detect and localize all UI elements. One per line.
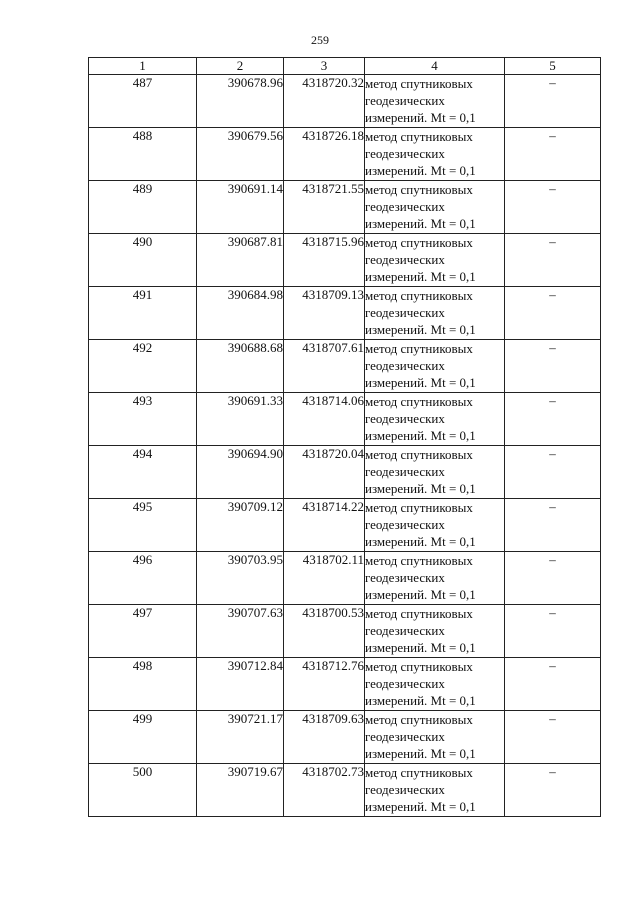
method-cell bbox=[365, 287, 505, 340]
column-5-cell: – bbox=[505, 446, 601, 499]
method-line: геодезических bbox=[365, 146, 445, 161]
method-line: геодезических bbox=[365, 570, 445, 585]
method-line: измерений. Mt = 0,1 bbox=[365, 375, 476, 390]
method-line: метод спутниковых bbox=[365, 553, 473, 568]
x-coordinate-cell: 390703.95 bbox=[197, 552, 284, 605]
method-line: измерений. Mt = 0,1 bbox=[365, 322, 476, 337]
method-line: геодезических bbox=[365, 358, 445, 373]
method-line: измерений. Mt = 0,1 bbox=[365, 163, 476, 178]
method-line: метод спутниковых bbox=[365, 447, 473, 462]
method-line: метод спутниковых bbox=[365, 235, 473, 250]
method-line: измерений. Mt = 0,1 bbox=[365, 587, 476, 602]
point-number-cell: 500 bbox=[89, 764, 197, 817]
point-number-cell: 492 bbox=[89, 340, 197, 393]
table-header-row bbox=[89, 58, 601, 75]
table-row bbox=[89, 234, 601, 287]
y-coordinate-cell: 4318720.32 bbox=[284, 75, 365, 128]
column-5-cell: – bbox=[505, 605, 601, 658]
y-coordinate-cell: 4318700.53 bbox=[284, 605, 365, 658]
method-line: метод спутниковых bbox=[365, 712, 473, 727]
column-5-cell: – bbox=[505, 75, 601, 128]
method-cell bbox=[365, 340, 505, 393]
method-line: метод спутниковых bbox=[365, 394, 473, 409]
column-header-3: 3 bbox=[284, 58, 365, 75]
method-line: метод спутниковых bbox=[365, 76, 473, 91]
y-coordinate-cell: 4318720.04 bbox=[284, 446, 365, 499]
y-coordinate-cell: 4318714.22 bbox=[284, 499, 365, 552]
method-line: измерений. Mt = 0,1 bbox=[365, 481, 476, 496]
method-line: геодезических bbox=[365, 464, 445, 479]
point-number-cell: 487 bbox=[89, 75, 197, 128]
column-header-4: 4 bbox=[365, 58, 505, 75]
table-row bbox=[89, 287, 601, 340]
x-coordinate-cell: 390688.68 bbox=[197, 340, 284, 393]
method-line: геодезических bbox=[365, 729, 445, 744]
method-line: геодезических bbox=[365, 782, 445, 797]
method-line: измерений. Mt = 0,1 bbox=[365, 269, 476, 284]
y-coordinate-cell: 4318712.76 bbox=[284, 658, 365, 711]
x-coordinate-cell: 390709.12 bbox=[197, 499, 284, 552]
method-line: измерений. Mt = 0,1 bbox=[365, 746, 476, 761]
column-5-cell: – bbox=[505, 287, 601, 340]
page-number: 259 bbox=[311, 33, 329, 47]
table-row bbox=[89, 446, 601, 499]
column-5-cell: – bbox=[505, 181, 601, 234]
column-5-cell: – bbox=[505, 340, 601, 393]
method-line: метод спутниковых bbox=[365, 341, 473, 356]
table-row bbox=[89, 499, 601, 552]
x-coordinate-cell: 390678.96 bbox=[197, 75, 284, 128]
method-line: измерений. Mt = 0,1 bbox=[365, 799, 476, 814]
column-5-cell: – bbox=[505, 711, 601, 764]
method-line: метод спутниковых bbox=[365, 182, 473, 197]
x-coordinate-cell: 390694.90 bbox=[197, 446, 284, 499]
x-coordinate-cell: 390707.63 bbox=[197, 605, 284, 658]
method-cell bbox=[365, 234, 505, 287]
table-row bbox=[89, 75, 601, 128]
y-coordinate-cell: 4318721.55 bbox=[284, 181, 365, 234]
method-line: измерений. Mt = 0,1 bbox=[365, 640, 476, 655]
method-line: метод спутниковых bbox=[365, 606, 473, 621]
column-5-cell: – bbox=[505, 552, 601, 605]
method-cell bbox=[365, 552, 505, 605]
y-coordinate-cell: 4318702.73 bbox=[284, 764, 365, 817]
method-line: измерений. Mt = 0,1 bbox=[365, 693, 476, 708]
table-row bbox=[89, 658, 601, 711]
method-cell bbox=[365, 446, 505, 499]
y-coordinate-cell: 4318702.11 bbox=[284, 552, 365, 605]
method-line: измерений. Mt = 0,1 bbox=[365, 110, 476, 125]
y-coordinate-cell: 4318709.63 bbox=[284, 711, 365, 764]
x-coordinate-cell: 390691.33 bbox=[197, 393, 284, 446]
table-row bbox=[89, 393, 601, 446]
point-number-cell: 491 bbox=[89, 287, 197, 340]
y-coordinate-cell: 4318715.96 bbox=[284, 234, 365, 287]
method-cell bbox=[365, 128, 505, 181]
method-line: геодезических bbox=[365, 93, 445, 108]
method-cell bbox=[365, 393, 505, 446]
coordinates-table bbox=[88, 57, 601, 817]
method-cell bbox=[365, 605, 505, 658]
point-number-cell: 497 bbox=[89, 605, 197, 658]
method-line: метод спутниковых bbox=[365, 129, 473, 144]
table-row bbox=[89, 605, 601, 658]
method-line: геодезических bbox=[365, 517, 445, 532]
method-line: геодезических bbox=[365, 676, 445, 691]
x-coordinate-cell: 390712.84 bbox=[197, 658, 284, 711]
table-row bbox=[89, 764, 601, 817]
x-coordinate-cell: 390679.56 bbox=[197, 128, 284, 181]
method-line: измерений. Mt = 0,1 bbox=[365, 534, 476, 549]
method-line: геодезических bbox=[365, 199, 445, 214]
point-number-cell: 494 bbox=[89, 446, 197, 499]
x-coordinate-cell: 390719.67 bbox=[197, 764, 284, 817]
point-number-cell: 499 bbox=[89, 711, 197, 764]
column-5-cell: – bbox=[505, 658, 601, 711]
method-cell bbox=[365, 764, 505, 817]
method-line: геодезических bbox=[365, 305, 445, 320]
y-coordinate-cell: 4318707.61 bbox=[284, 340, 365, 393]
method-cell bbox=[365, 499, 505, 552]
method-cell bbox=[365, 711, 505, 764]
x-coordinate-cell: 390687.81 bbox=[197, 234, 284, 287]
method-cell bbox=[365, 658, 505, 711]
x-coordinate-cell: 390721.17 bbox=[197, 711, 284, 764]
table-row bbox=[89, 340, 601, 393]
column-5-cell: – bbox=[505, 764, 601, 817]
point-number-cell: 496 bbox=[89, 552, 197, 605]
column-5-cell: – bbox=[505, 393, 601, 446]
y-coordinate-cell: 4318714.06 bbox=[284, 393, 365, 446]
column-5-cell: – bbox=[505, 499, 601, 552]
method-line: метод спутниковых bbox=[365, 500, 473, 515]
x-coordinate-cell: 390691.14 bbox=[197, 181, 284, 234]
method-line: метод спутниковых bbox=[365, 765, 473, 780]
method-line: геодезических bbox=[365, 623, 445, 638]
y-coordinate-cell: 4318709.13 bbox=[284, 287, 365, 340]
method-line: измерений. Mt = 0,1 bbox=[365, 216, 476, 231]
table-row bbox=[89, 128, 601, 181]
point-number-cell: 498 bbox=[89, 658, 197, 711]
column-header-2: 2 bbox=[197, 58, 284, 75]
method-line: метод спутниковых bbox=[365, 288, 473, 303]
method-line: геодезических bbox=[365, 252, 445, 267]
table-body bbox=[89, 75, 601, 817]
y-coordinate-cell: 4318726.18 bbox=[284, 128, 365, 181]
point-number-cell: 490 bbox=[89, 234, 197, 287]
method-line: метод спутниковых bbox=[365, 659, 473, 674]
column-5-cell: – bbox=[505, 234, 601, 287]
column-header-1: 1 bbox=[89, 58, 197, 75]
column-5-cell: – bbox=[505, 128, 601, 181]
method-line: измерений. Mt = 0,1 bbox=[365, 428, 476, 443]
column-header-5: 5 bbox=[505, 58, 601, 75]
point-number-cell: 489 bbox=[89, 181, 197, 234]
point-number-cell: 493 bbox=[89, 393, 197, 446]
method-cell bbox=[365, 181, 505, 234]
x-coordinate-cell: 390684.98 bbox=[197, 287, 284, 340]
method-line: геодезических bbox=[365, 411, 445, 426]
table-row bbox=[89, 711, 601, 764]
point-number-cell: 488 bbox=[89, 128, 197, 181]
table-row bbox=[89, 181, 601, 234]
table-row bbox=[89, 552, 601, 605]
method-cell bbox=[365, 75, 505, 128]
point-number-cell: 495 bbox=[89, 499, 197, 552]
